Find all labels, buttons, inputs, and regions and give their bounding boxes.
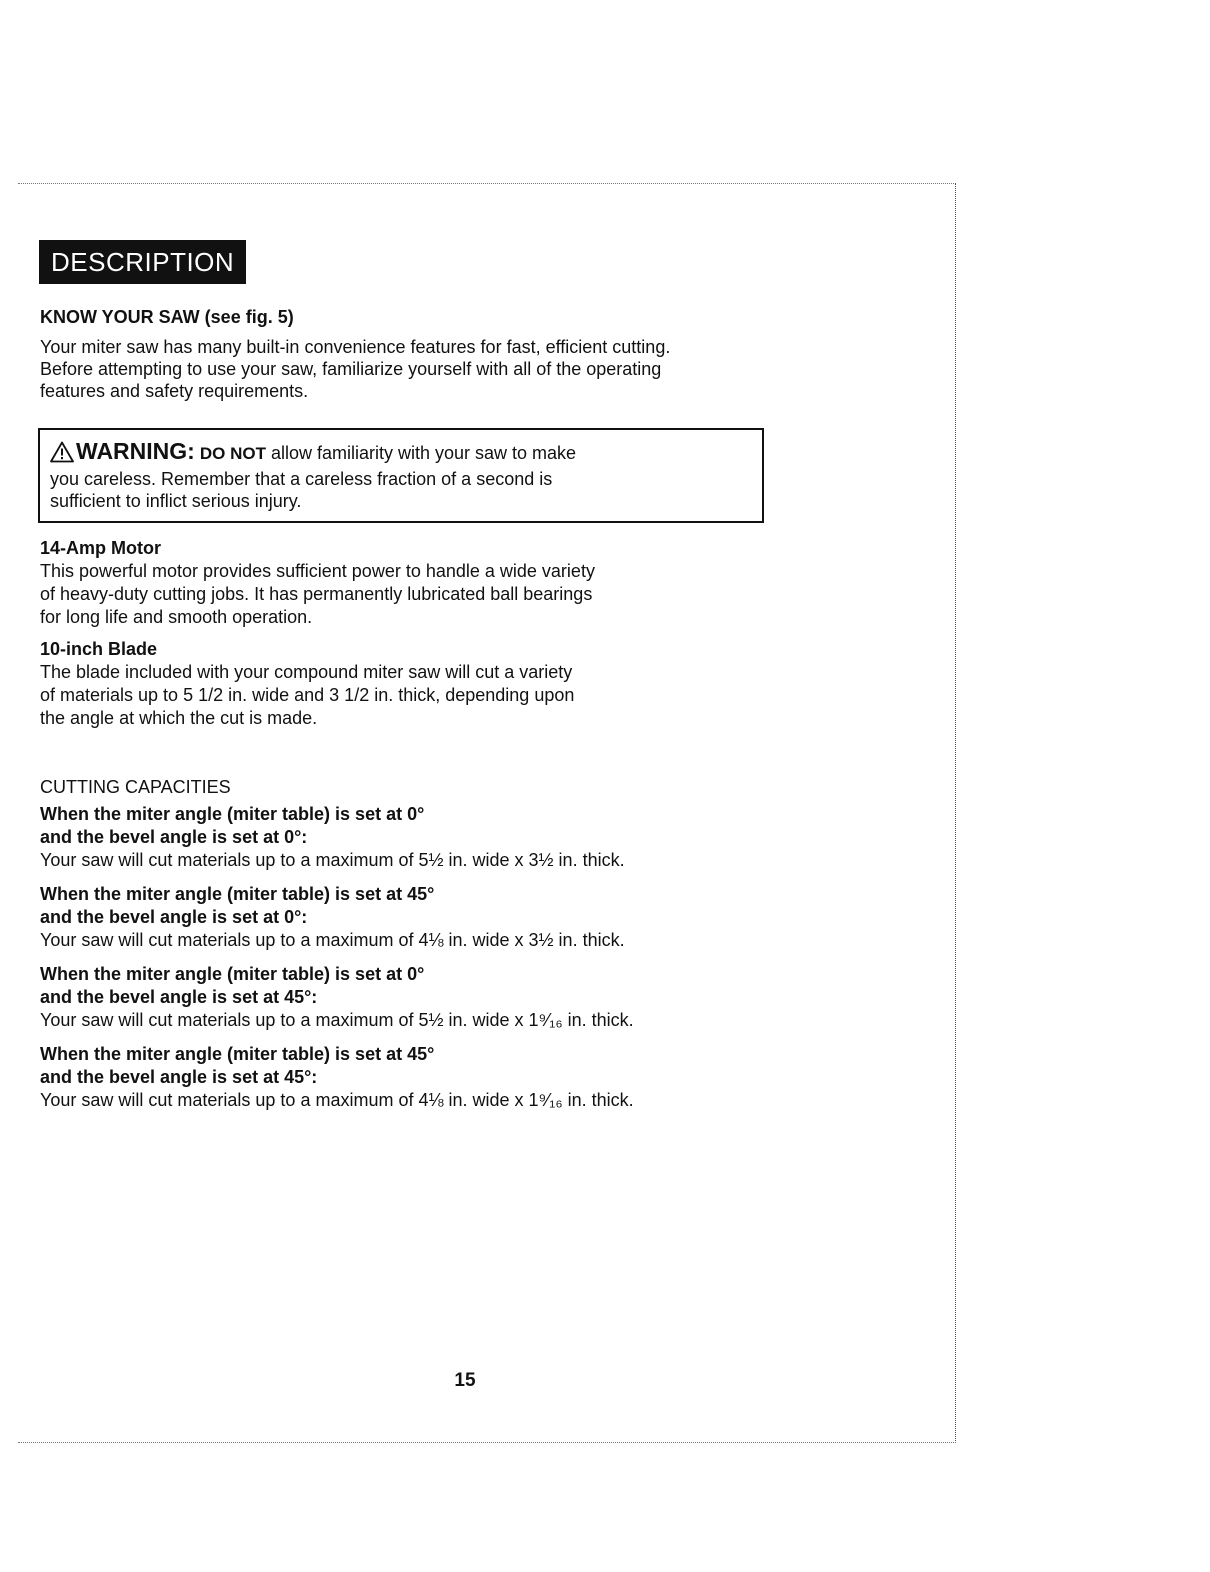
feature-line: This powerful motor provides sufficient power to handle a wide variety	[40, 561, 595, 581]
page-frame-bottom-rule	[18, 1442, 956, 1443]
intro-line: Your miter saw has many built-in convenience features for fast, efficient cutting.	[40, 337, 671, 357]
feature-blade	[40, 638, 760, 730]
capacity-result: Your saw will cut materials up to a maximum of 4⅛ in. wide x 3½ in. thick.	[40, 930, 625, 950]
capacity-item	[40, 963, 800, 1032]
capacity-condition: and the bevel angle is set at 0°:	[40, 827, 308, 847]
capacity-condition: and the bevel angle is set at 45°:	[40, 987, 318, 1007]
feature-title: 14-Amp Motor	[40, 538, 161, 558]
cutting-capacities-title: CUTTING CAPACITIES	[40, 777, 231, 797]
warning-line-1	[50, 440, 750, 468]
capacity-condition: When the miter angle (miter table) is set at 45°	[40, 1044, 435, 1064]
section-header: DESCRIPTION	[39, 240, 246, 284]
capacity-condition: and the bevel angle is set at 0°:	[40, 907, 308, 927]
feature-line: for long life and smooth operation.	[40, 607, 313, 627]
page-frame-right-rule	[955, 183, 956, 1443]
capacity-condition: When the miter angle (miter table) is set at 45°	[40, 884, 435, 904]
capacity-result: Your saw will cut materials up to a maximum of 4⅛ in. wide x 1⁹⁄₁₆ in. thick.	[40, 1090, 634, 1110]
warning-triangle-icon	[50, 441, 74, 468]
capacity-condition: and the bevel angle is set at 45°:	[40, 1067, 318, 1087]
warning-emphasis: DO NOT	[199, 444, 266, 463]
feature-line: of heavy-duty cutting jobs. It has permanently lubricated ball bearings	[40, 584, 593, 604]
know-your-saw-paragraph	[40, 336, 780, 402]
feature-title: 10-inch Blade	[40, 639, 158, 659]
capacity-item	[40, 1043, 800, 1112]
capacity-result: Your saw will cut materials up to a maximum of 5½ in. wide x 3½ in. thick.	[40, 850, 625, 870]
feature-line: the angle at which the cut is made.	[40, 708, 318, 728]
capacity-result: Your saw will cut materials up to a maximum of 5½ in. wide x 1⁹⁄₁₆ in. thick.	[40, 1010, 634, 1030]
feature-line: The blade included with your compound miter saw will cut a variety	[40, 662, 573, 682]
intro-line: features and safety requirements.	[40, 381, 309, 401]
features-section	[40, 537, 760, 739]
page-number: 15	[454, 1370, 476, 1391]
warning-line-3: sufficient to inflict serious injury.	[50, 491, 302, 511]
feature-motor	[40, 537, 760, 629]
know-your-saw-heading: KNOW YOUR SAW (see fig. 5)	[40, 307, 294, 327]
page-frame-top-rule	[18, 183, 956, 184]
warning-title: WARNING:	[76, 438, 195, 464]
cutting-capacities-section	[40, 776, 800, 1123]
warning-line-1-text: allow familiarity with your saw to make	[265, 443, 577, 463]
capacity-item	[40, 803, 800, 872]
know-your-saw-section	[40, 306, 780, 402]
feature-line: of materials up to 5 1/2 in. wide and 3 1/2 in. thick, depending upon	[40, 685, 575, 705]
capacity-condition: When the miter angle (miter table) is set at 0°	[40, 804, 425, 824]
capacity-condition: When the miter angle (miter table) is set at 0°	[40, 964, 425, 984]
capacity-item	[40, 883, 800, 952]
intro-line: Before attempting to use your saw, familiarize yourself with all of the operating	[40, 359, 662, 379]
warning-box	[38, 428, 764, 523]
warning-line-2: you careless. Remember that a careless fraction of a second is	[50, 469, 553, 489]
